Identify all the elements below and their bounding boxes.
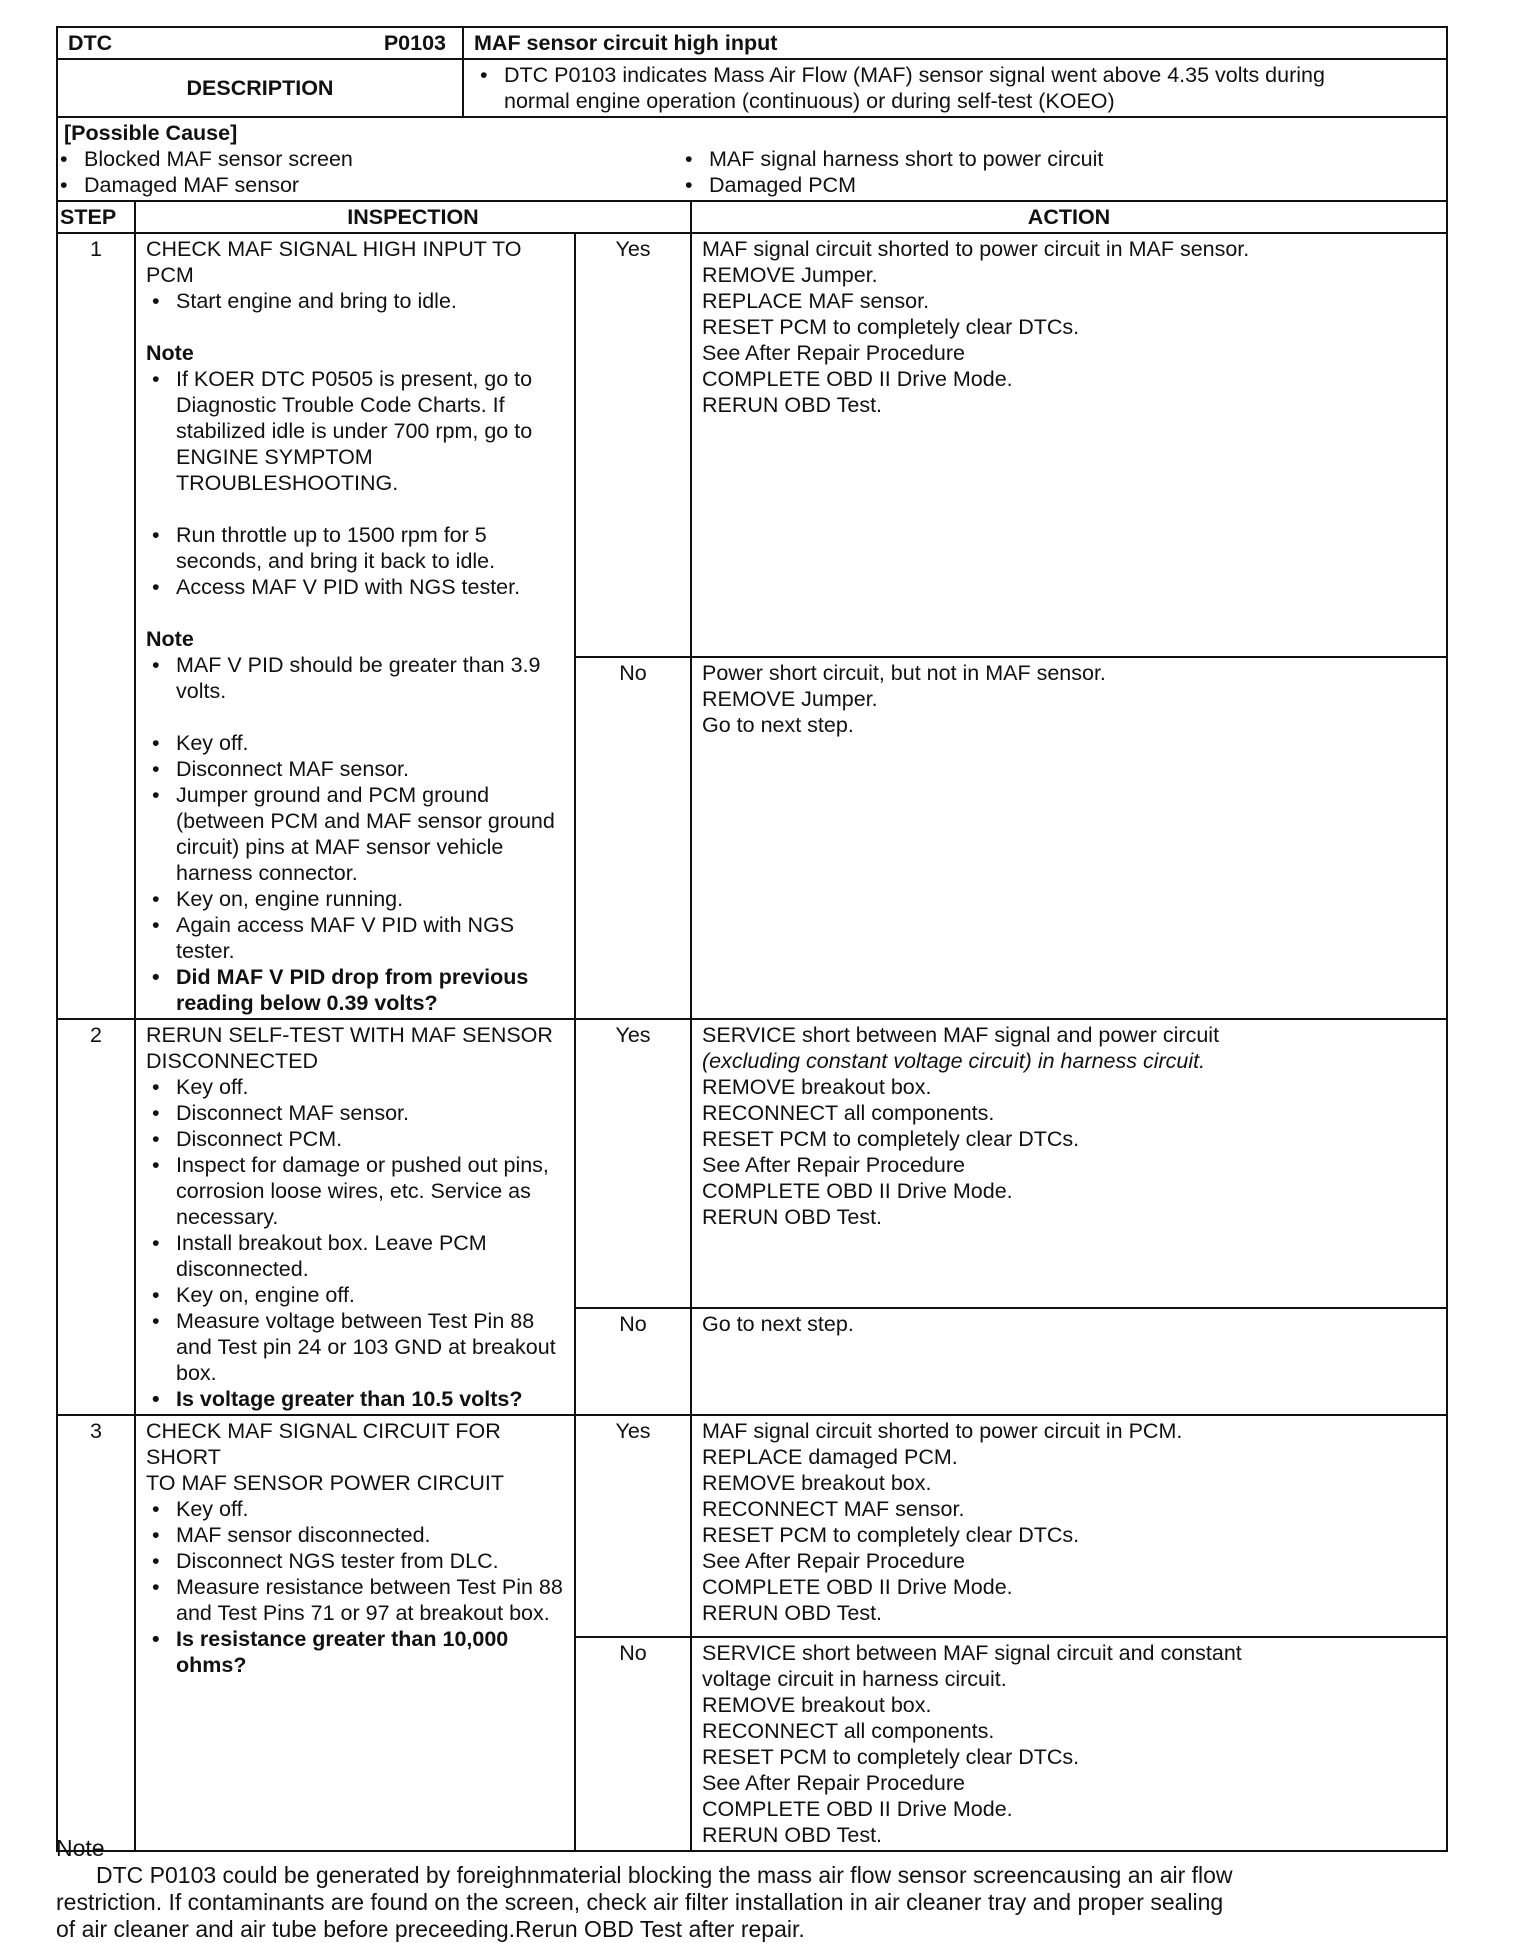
possible-cause-right — [691, 117, 1447, 201]
yes-action: SERVICE short between MAF signal and power circuit (excluding constant voltage circuit) in harness circuit. REMOVE breakout box. RECONNECT all components. RESET PCM to completely clear DTCs. See After Repair Procedure COMPLETE OBD II Drive Mode. RERUN OBD Test. — [691, 1019, 1447, 1308]
inspection-item: • Key off. — [146, 1496, 564, 1522]
step-1-yes-row — [57, 233, 1447, 657]
step-title: CHECK MAF SIGNAL HIGH INPUT TO PCM — [146, 237, 522, 287]
step-3-inspection — [135, 1415, 575, 1851]
description-row — [57, 59, 1447, 117]
inspection-item: • Disconnect NGS tester from DLC. — [146, 1548, 564, 1574]
footer-note — [56, 1835, 1456, 1943]
dtc-code: P0103 — [383, 31, 447, 55]
action-column-header: ACTION — [691, 201, 1447, 233]
yes-label: Yes — [575, 1415, 691, 1637]
step-3-yes-row — [57, 1415, 1447, 1637]
yes-action: MAF signal circuit shorted to power circuit in MAF sensor. REMOVE Jumper. REPLACE MAF sensor. RESET PCM to completely clear DTCs. See After Repair Procedure COMPLETE OBD II Drive Mode. RERUN OBD Test. — [691, 233, 1447, 657]
inspection-item: • Key off. — [146, 730, 564, 756]
no-action: Power short circuit, but not in MAF sensor. REMOVE Jumper. Go to next step. — [691, 657, 1447, 1019]
footer-note-line: DTC P0103 could be generated by foreighnmaterial blocking the mass air flow sensor screencausing an air flow — [96, 1862, 1233, 1888]
footer-note-label: Note — [56, 1835, 105, 1861]
step-title: DISCONNECTED — [146, 1049, 319, 1073]
inspection-item: • Install breakout box. Leave PCM disconnected. — [146, 1230, 564, 1282]
inspection-question: • Is voltage greater than 10.5 volts? — [146, 1386, 564, 1412]
inspection-column-header: INSPECTION — [135, 201, 691, 233]
inspection-item: • Key on, engine running. — [146, 886, 564, 912]
inspection-item: • Inspect for damage or pushed out pins, corrosion loose wires, etc. Service as necessary. — [146, 1152, 564, 1230]
note-item: • MAF V PID should be greater than 3.9 volts. — [146, 652, 564, 704]
step-title: RERUN SELF-TEST WITH MAF SENSOR — [146, 1023, 553, 1047]
note-label: Note — [146, 341, 194, 365]
step-column-header: STEP — [57, 201, 135, 233]
inspection-item: • Again access MAF V PID with NGS tester. — [146, 912, 564, 964]
inspection-item: • MAF sensor disconnected. — [146, 1522, 564, 1548]
step-title: CHECK MAF SIGNAL CIRCUIT FOR SHORT — [146, 1419, 501, 1469]
no-action: SERVICE short between MAF signal circuit and constant voltage circuit in harness circuit. REMOVE breakout box. RECONNECT all components. RESET PCM to completely clear DTCs. See After Repair Procedure COMPLETE OBD II Drive Mode. RERUN OBD Test. — [691, 1637, 1447, 1851]
no-label: No — [575, 657, 691, 1019]
description-label: DESCRIPTION — [57, 59, 463, 117]
cause-item: • Damaged PCM — [679, 172, 1436, 198]
inspection-item: • Access MAF V PID with NGS tester. — [146, 574, 564, 600]
cause-item: • MAF signal harness short to power circuit — [679, 146, 1436, 172]
inspection-item: • Disconnect MAF sensor. — [146, 1100, 564, 1126]
inspection-item: • Jumper ground and PCM ground (between PCM and MAF sensor ground circuit) pins at MAF sensor vehicle harness connector. — [146, 782, 564, 886]
inspection-item: • Key off. — [146, 1074, 564, 1100]
dtc-title: MAF sensor circuit high input — [463, 27, 1447, 59]
step-2-yes-row — [57, 1019, 1447, 1308]
cause-item: • Damaged MAF sensor — [54, 172, 681, 198]
header-row — [57, 27, 1447, 59]
inspection-item: • Key on, engine off. — [146, 1282, 564, 1308]
column-header-row — [57, 201, 1447, 233]
step-1-inspection — [135, 233, 575, 1019]
possible-cause-row — [57, 117, 1447, 201]
inspection-item: • Measure resistance between Test Pin 88 and Test Pins 71 or 97 at breakout box. — [146, 1574, 564, 1626]
description-text — [463, 59, 1447, 117]
step-2-inspection — [135, 1019, 575, 1415]
possible-cause-left — [57, 117, 691, 201]
step-title: TO MAF SENSOR POWER CIRCUIT — [146, 1471, 504, 1495]
possible-cause-heading: [Possible Cause] — [64, 121, 238, 145]
note-item: • If KOER DTC P0505 is present, go to Diagnostic Trouble Code Charts. If stabilized idle is under 700 rpm, go to ENGINE SYMPTOM TROUBLESHOOTING. — [146, 366, 564, 496]
yes-label: Yes — [575, 1019, 691, 1308]
dtc-label: DTC — [68, 31, 113, 55]
footer-note-line: of air cleaner and air tube before preceeding.Rerun OBD Test after repair. — [56, 1916, 805, 1942]
no-action: Go to next step. — [691, 1308, 1447, 1415]
dtc-code-cell — [57, 27, 463, 59]
inspection-question: • Did MAF V PID drop from previous reading below 0.39 volts? — [146, 964, 564, 1016]
inspection-item: • Disconnect MAF sensor. — [146, 756, 564, 782]
inspection-question: • Is resistance greater than 10,000 ohms? — [146, 1626, 564, 1678]
step-number: 2 — [57, 1019, 135, 1415]
no-label: No — [575, 1637, 691, 1851]
yes-label: Yes — [575, 233, 691, 657]
step-number: 3 — [57, 1415, 135, 1851]
inspection-item: • Disconnect PCM. — [146, 1126, 564, 1152]
cause-item: • Blocked MAF sensor screen — [54, 146, 681, 172]
inspection-item: • Run throttle up to 1500 rpm for 5 seconds, and bring it back to idle. — [146, 522, 564, 574]
dtc-table — [56, 26, 1448, 1852]
note-label: Note — [146, 627, 194, 651]
description-item: • DTC P0103 indicates Mass Air Flow (MAF) sensor signal went above 4.35 volts during normal engine operation (continuous) or during self-test (KOEO) — [474, 62, 1436, 114]
inspection-item: • Start engine and bring to idle. — [146, 288, 564, 314]
footer-note-line: restriction. If contaminants are found on the screen, check air filter installation in air cleaner tray and proper sealing — [56, 1889, 1224, 1915]
step-number: 1 — [57, 233, 135, 1019]
no-label: No — [575, 1308, 691, 1415]
inspection-item: • Measure voltage between Test Pin 88 and Test pin 24 or 103 GND at breakout box. — [146, 1308, 564, 1386]
yes-action: MAF signal circuit shorted to power circuit in PCM. REPLACE damaged PCM. REMOVE breakout box. RECONNECT MAF sensor. RESET PCM to completely clear DTCs. See After Repair Procedure COMPLETE OBD II Drive Mode. RERUN OBD Test. — [691, 1415, 1447, 1637]
